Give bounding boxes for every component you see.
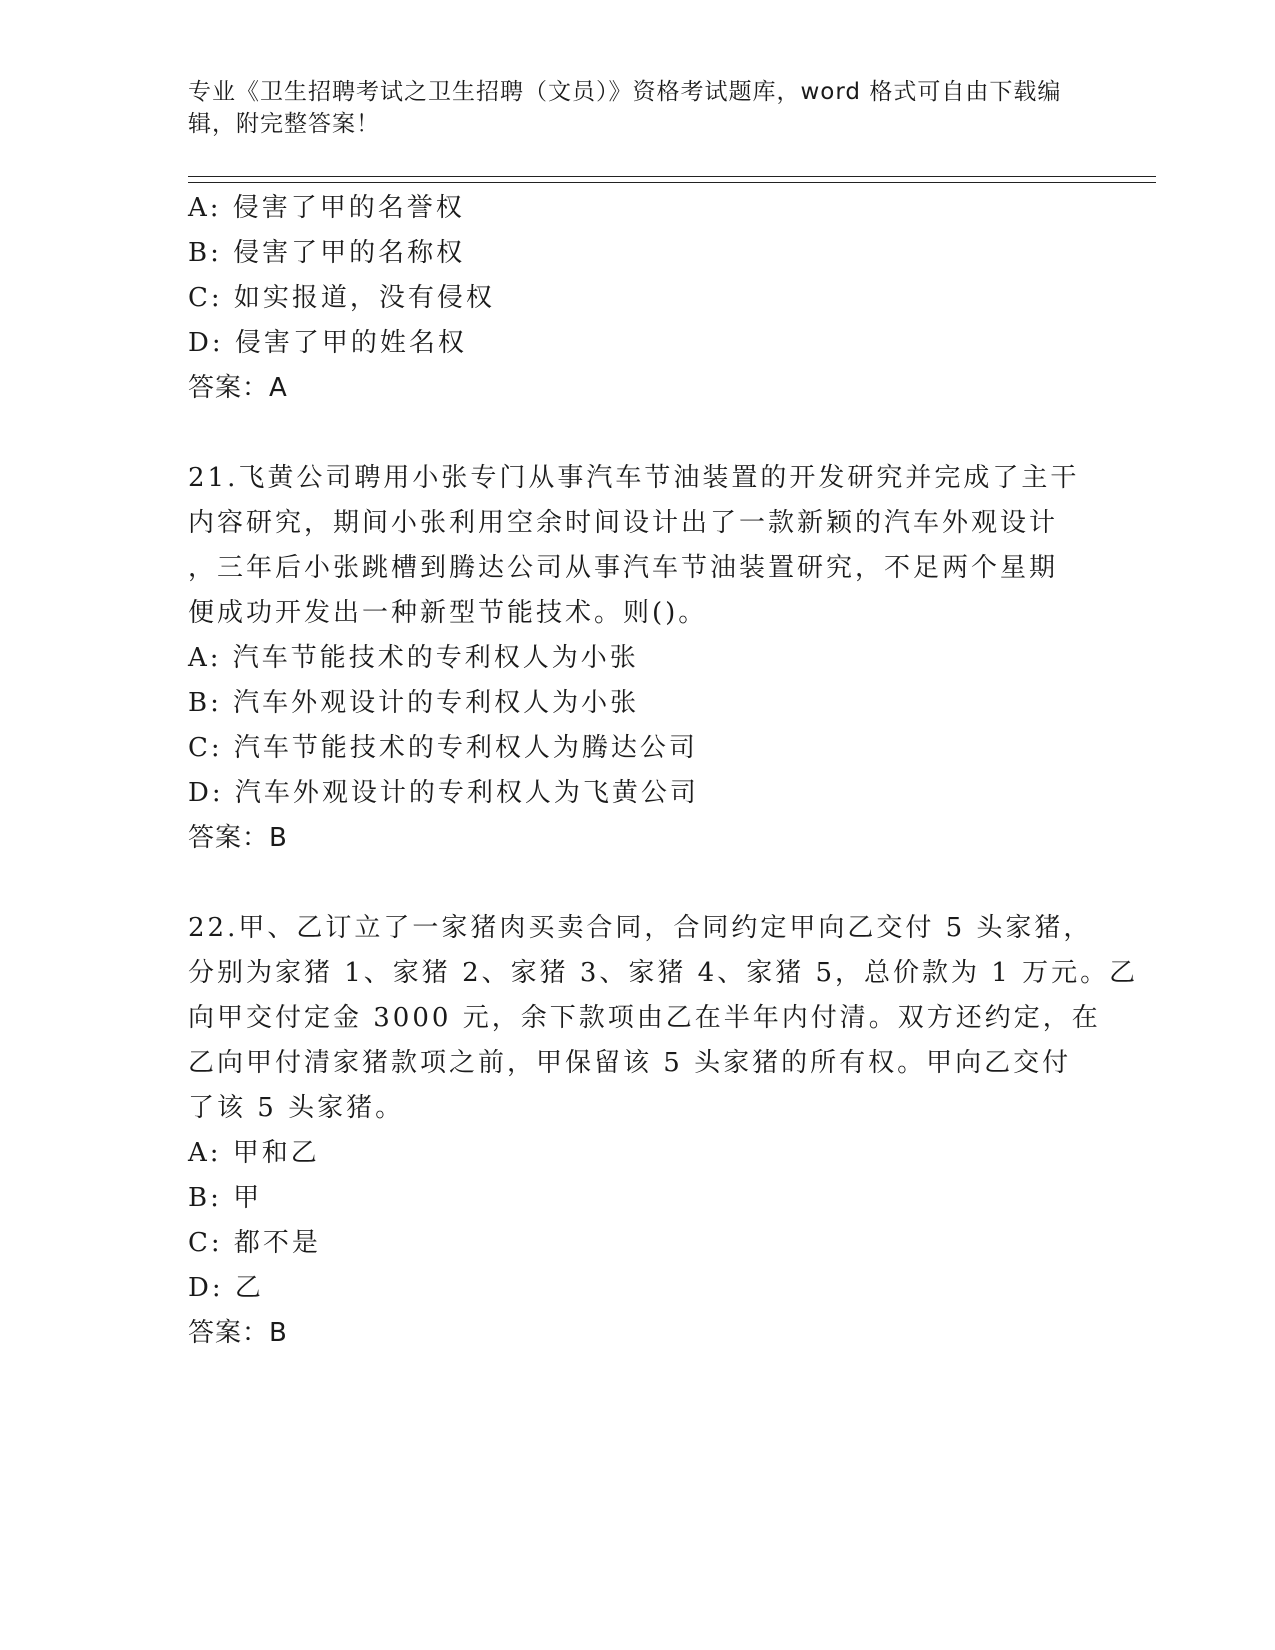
q22-stem-line: 分别为家猪 1、家猪 2、家猪 3、家猪 4、家猪 5，总价款为 1 万元。乙 <box>188 958 1139 988</box>
q21-answer: 答案：B <box>188 823 288 853</box>
q21-option-a: A: 汽车节能技术的专利权人为小张 <box>188 643 639 673</box>
q21-stem-line: ，三年后小张跳槽到腾达公司从事汽车节油装置研究，不足两个星期 <box>188 553 1059 583</box>
q20-option-d: D: 侵害了甲的姓名权 <box>188 328 467 358</box>
q22-option-d: D: 乙 <box>188 1273 264 1303</box>
q20-option-b: B: 侵害了甲的名称权 <box>188 238 466 268</box>
q20-option-a: A: 侵害了甲的名誉权 <box>188 193 465 223</box>
q22-option-b: B: 甲 <box>188 1183 263 1213</box>
q22-stem-line: 了该 5 头家猪。 <box>188 1093 405 1123</box>
q22-stem-line: 22.甲、乙订立了一家猪肉买卖合同，合同约定甲向乙交付 5 头家猪， <box>188 913 1093 943</box>
q20-answer: 答案：A <box>188 373 288 403</box>
q22-option-c: C: 都不是 <box>188 1228 321 1258</box>
q22-stem-line: 乙向甲付清家猪款项之前，甲保留该 5 头家猪的所有权。甲向乙交付 <box>188 1048 1072 1078</box>
q21-option-c: C: 汽车节能技术的专利权人为腾达公司 <box>188 733 698 763</box>
q21-stem-line: 便成功开发出一种新型节能技术。则()。 <box>188 598 708 628</box>
q22-answer: 答案：B <box>188 1318 288 1348</box>
document-header: 专业《卫生招聘考试之卫生招聘（文员）》资格考试题库，word 格式可自由下载编辑，附完整答案！ <box>188 79 1062 137</box>
q22-option-a: A: 甲和乙 <box>188 1138 320 1168</box>
q21-option-d: D: 汽车外观设计的专利权人为飞黄公司 <box>188 778 699 808</box>
header-divider-top <box>188 176 1156 177</box>
q20-option-c: C: 如实报道，没有侵权 <box>188 283 495 313</box>
header-divider-bottom <box>188 182 1156 183</box>
q21-option-b: B: 汽车外观设计的专利权人为小张 <box>188 688 640 718</box>
q21-stem-line: 21.飞黄公司聘用小张专门从事汽车节油装置的开发研究并完成了主干 <box>188 463 1080 493</box>
q22-stem-line: 向甲交付定金 3000 元，余下款项由乙在半年内付清。双方还约定，在 <box>188 1003 1101 1033</box>
q21-stem-line: 内容研究，期间小张利用空余时间设计出了一款新颖的汽车外观设计 <box>188 508 1059 538</box>
